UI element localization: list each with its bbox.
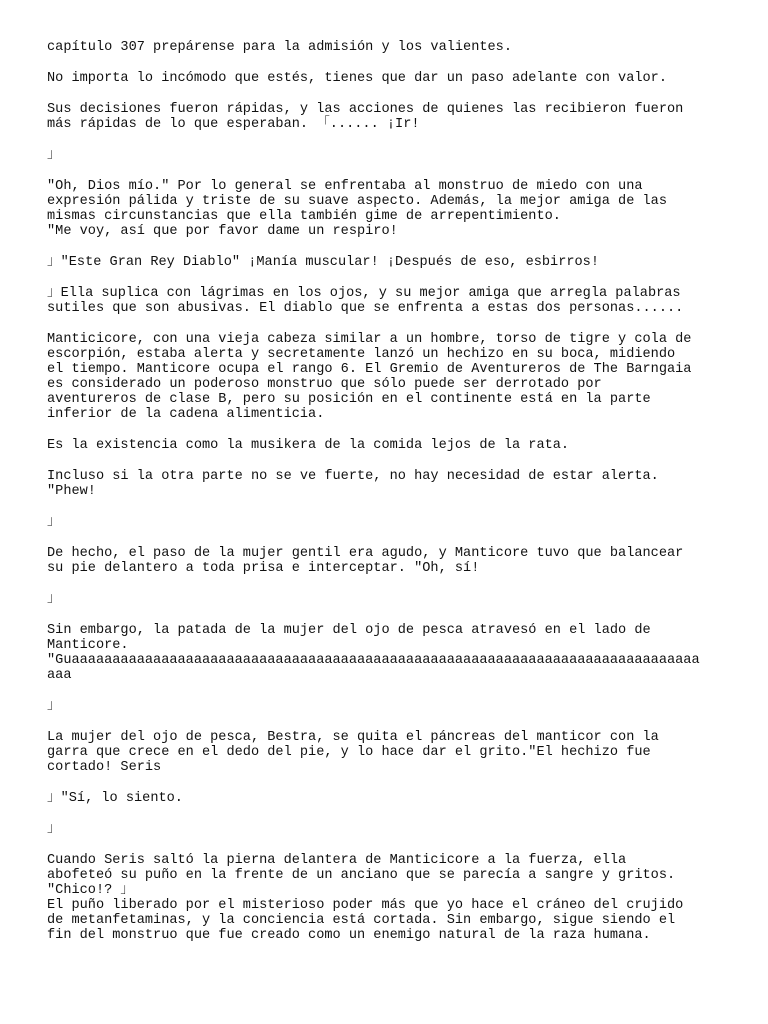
text-line: aventureros de clase B, pero su posición en el continente está en la parte xyxy=(47,392,651,407)
paragraph xyxy=(47,592,747,607)
text-line: Incluso si la otra parte no se ve fuerte, no hay necesidad de estar alerta. xyxy=(47,469,659,484)
paragraph xyxy=(47,148,747,163)
text-line: inferior de la cadena alimenticia. xyxy=(47,407,325,422)
text-line: De hecho, el paso de la mujer gentil era agudo, y Manticore tuvo que balancear xyxy=(47,546,684,561)
text-line: garra que crece en el dedo del pie, y lo hace dar el grito."El hechizo fue xyxy=(47,745,651,760)
text-line: Manticicore, con una vieja cabeza similar a un hombre, torso de tigre y cola de xyxy=(47,332,692,347)
text-line: 」 xyxy=(47,822,61,837)
text-line: 」 xyxy=(47,699,61,714)
paragraph xyxy=(47,438,747,453)
text-line: mismas circunstancias que ella también gime de arrepentimiento. xyxy=(47,209,561,224)
paragraph xyxy=(47,791,747,806)
text-line: fin del monstruo que fue creado como un enemigo natural de la raza humana. xyxy=(47,928,651,943)
paragraph xyxy=(47,179,747,239)
text-line: No importa lo incómodo que estés, tienes que dar un paso adelante con valor. xyxy=(47,71,667,86)
text-line: Cuando Seris saltó la pierna delantera de Manticicore a la fuerza, ella xyxy=(47,853,627,868)
paragraph xyxy=(47,286,747,316)
paragraph xyxy=(47,515,747,530)
text-line: 」"Este Gran Rey Diablo" ¡Manía muscular! ¡Después de eso, esbirros! xyxy=(47,255,599,270)
paragraph xyxy=(47,822,747,837)
paragraph xyxy=(47,853,747,943)
text-line: abofeteó su puño en la frente de un anciano que se parecía a sangre y gritos. xyxy=(47,868,676,883)
text-line: aaa xyxy=(47,668,72,683)
paragraph xyxy=(47,699,747,714)
text-line: Sin embargo, la patada de la mujer del ojo de pesca atravesó en el lado de xyxy=(47,623,651,638)
paragraph xyxy=(47,623,747,683)
paragraph xyxy=(47,71,747,86)
paragraph xyxy=(47,102,747,132)
text-line: 」Ella suplica con lágrimas en los ojos, y su mejor amiga que arregla palabras xyxy=(47,286,681,301)
text-line: "Phew! xyxy=(47,484,96,499)
text-line: Es la existencia como la musikera de la comida lejos de la rata. xyxy=(47,438,570,453)
text-line: 」 xyxy=(47,515,61,530)
text-line: cortado! Seris xyxy=(47,760,162,775)
paragraph xyxy=(47,469,747,499)
paragraph xyxy=(47,40,747,55)
text-line: La mujer del ojo de pesca, Bestra, se quita el páncreas del manticor con la xyxy=(47,730,659,745)
text-line: su pie delantero a toda prisa e interceptar. "Oh, sí! xyxy=(47,561,480,576)
text-line: "Guaaaaaaaaaaaaaaaaaaaaaaaaaaaaaaaaaaaaaaaaaaaaaaaaaaaaaaaaaaaaaaaaaaaaaaaaaaaaa xyxy=(47,653,700,668)
text-line: 」 xyxy=(47,592,61,607)
text-line: "Me voy, así que por favor dame un respiro! xyxy=(47,224,398,239)
text-line: "Oh, Dios mío." Por lo general se enfrentaba al monstruo de miedo con una xyxy=(47,179,643,194)
text-line: expresión pálida y triste de su suave aspecto. Además, la mejor amiga de las xyxy=(47,194,667,209)
text-line: más rápidas de lo que esperaban. 「...... ¡Ir! xyxy=(47,117,420,132)
text-line: Manticore. xyxy=(47,638,129,653)
text-line: capítulo 307 prepárense para la admisión y los valientes. xyxy=(47,40,512,55)
text-line: es considerado un poderoso monstruo que sólo puede ser derrotado por xyxy=(47,377,602,392)
text-line: 」"Sí, lo siento. xyxy=(47,791,183,806)
text-line: 」 xyxy=(47,148,61,163)
text-line: sutiles que son abusivas. El diablo que se enfrenta a estas dos personas...... xyxy=(47,301,684,316)
paragraph xyxy=(47,730,747,775)
text-line: el tiempo. Manticore ocupa el rango 6. El Gremio de Aventureros de The Barngaia xyxy=(47,362,692,377)
paragraph xyxy=(47,546,747,576)
text-line: El puño liberado por el misterioso poder más que yo hace el cráneo del crujido xyxy=(47,898,684,913)
text-line: Sus decisiones fueron rápidas, y las acciones de quienes las recibieron fueron xyxy=(47,102,684,117)
text-line: escorpión, estaba alerta y secretamente lanzó un hechizo en su boca, midiendo xyxy=(47,347,676,362)
document-page xyxy=(47,40,747,943)
text-line: "Chico!? 」 xyxy=(47,883,135,898)
paragraph xyxy=(47,255,747,270)
paragraph xyxy=(47,332,747,422)
text-line: de metanfetaminas, y la conciencia está cortada. Sin embargo, sigue siendo el xyxy=(47,913,676,928)
